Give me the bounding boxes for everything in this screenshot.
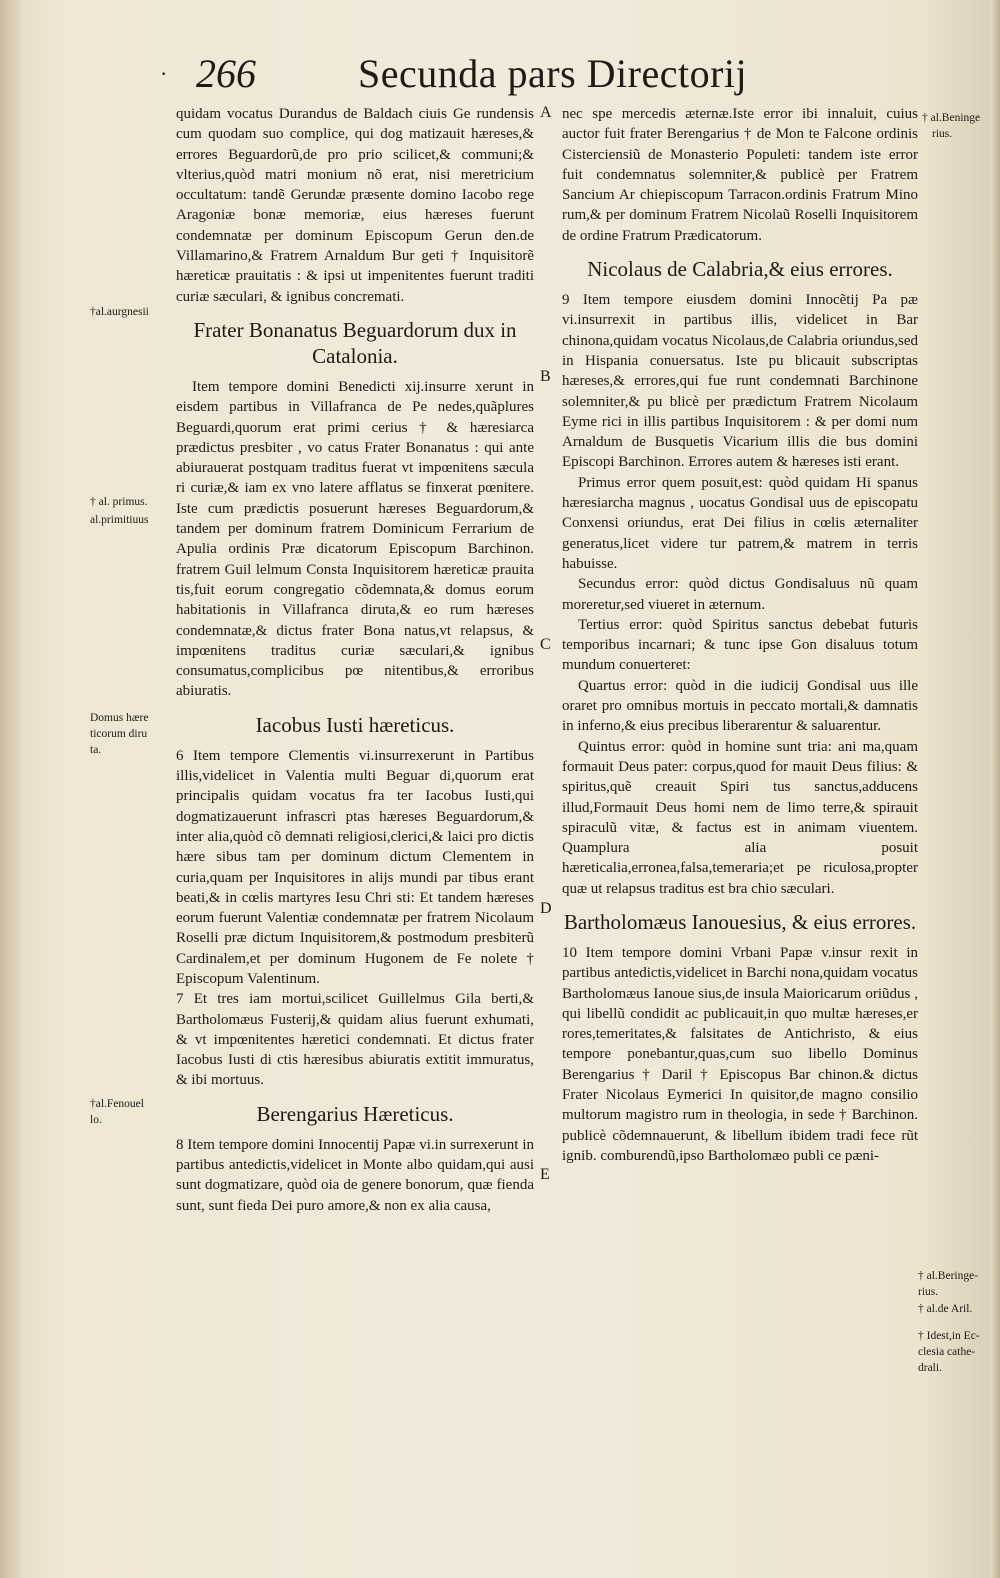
section-letter-d: D [540,900,552,917]
margin-note: Domus hære [90,712,149,724]
margin-note: drali. [918,1362,942,1374]
margin-note: al.primitiuus [90,514,149,526]
margin-note: † al. primus. [90,496,148,508]
page-gutter [0,0,22,1578]
paragraph: 6 Item tempore Clementis vi.insurrexerunt in Partibus illis,videlicet in Valentia multi Beguar di,quorum erat principalis quidam vocatus fra ter Iacobus Iusti,qui dogmatizauerunt infrascri ptas hæreses Beguardorum,& inter alia,quòd cõ demnati religiosi,clerici,& laici pro dictis hære sibus tam per dominum dictum Clementem in curia,quam per Inquisitores in alijs mundi par tibus erant beati,& in cœlis martyres Iesu Chri sti: Et tandem hæreses eorum fuerunt Valentiæ condemnatæ per fratrem Nicolaum Roselli præ dictum Inquisitorem,& postmodum presbiterũ Cardinalem,et per dominum Hugonem de Fe nolete † Episcopum Valentinum. [176,747,534,987]
section-heading: Iacobus Iusti hæreticus. [255,712,455,737]
paragraph: 7 Et tres iam mortui,scilicet Guillelmus Gila berti,& Bartholomæus Fusterij,& quidam alius fuerunt exhumati, & vt impœnitentes hæretici condemnati. Et dictus frater Iacobus Iusti di ctis hæresibus abiuratis extitit immuratus, & ibi mortuus. [176,991,534,1089]
section-heading: Frater Bonanatus Beguardorum dux in Catalonia. [193,317,517,368]
section-letter-c: C [540,636,551,653]
section-letter-b: B [540,368,551,385]
section-heading: Nicolaus de Calabria,& eius errores. [587,257,893,282]
section-letter-e: E [540,1166,550,1183]
running-title: Secunda pars Directorij [358,51,748,96]
margin-note: † al.de Aril. [918,1303,973,1315]
margin-note: † al.Beninge [922,112,981,124]
section-letter-a: A [540,104,552,121]
paragraph: Quintus error: quòd in homine sunt tria: ani ma,quam formauit Deus pater: corpus,quod for mauit Deus filius: & spiritus,quẽ creauit Spiri tus sanctus,adducens illud,Formauit Deus homi nem de limo terre,& spirauit spiraculũ vitæ, & factus est in animam viuentem. Quamplura alia posuit hæreticalia,erronea,falsa,temeraria;et pe riculosa,propter quæ ut relapsus traditus est bra chio sæculari. [562,738,918,897]
paragraph: Item tempore domini Benedicti xij.insurre xerunt in eisdem partibus in Villafranca de Pe nedes,quãplures Beguardi,quorum erat primi cerius † & hæresiarca prædictus presbiter , vo catus Frater Bonanatus : qui ante abiurauerat postquam traditus fuerat vt impœnitens sæcula ri curiæ,& iam ex vno latere afflatus se finxerat pœnitere. Iste cum prædictis posuerunt hæreses Beguardorum,& tandem per dominum fratrem Dominicum Ferrarium de Apulia ordinis Præ dicatorum Episcopum Barchinon. fratrem Guil lelmum Consta Inquisitorem hæreticæ prauita tis,fuit eorum congregatio cõdemnata,& domus eorum habitationis in Villafranca diruta,& eo rum hæreses condemnatæ,& dictus frater Bona natus,vt relapsus, & impœnitens traditus curiæ sæculari,& ignibus consumatus,complicibus pœ nitentibus,& erroribus abiuratis. [176,378,534,700]
paragraph: quidam vocatus Durandus de Baldach ciuis Ge rundensis cum quodam suo complice, qui dog matizauit hæreses,& errores Beguardorũ,de pro prio scilicet,& communi;& vlterius,quòd matri monium nõ erat, nisi meretricium occultatum: tandẽ Gerundæ præsente domino Iacobo rege Aragoniæ bonæ memoriæ, eius hæreses fuerunt condemnatæ per dominum Episcopum Gerun den.de Villamarino,& Fratrem Arnaldum Bur geti † Inquisitorẽ hæreticæ prauitatis : & ipsi ut impenitentes fuerunt traditi curiæ sæculari, & ignibus concremati. [176,106,534,305]
header-mark: · [160,61,168,86]
section-heading: Berengarius Hæreticus. [256,1101,454,1126]
paragraph: Quartus error: quòd in die iudicij Gondisal uus ille oraret pro omnibus mortuis in peccato mortali,& damnatis in inferno,& eius precibus liberarentur & saluarentur. [562,677,918,735]
paragraph: Secundus error: quòd dictus Gondisaluus nũ quam moreretur,sed viueret in æternum. [562,576,918,613]
paragraph: 10 Item tempore domini Vrbani Papæ v.insur rexit in partibus antedictis,videlicet in Barchi nona,quidam vocatus Bartholomæus Ianoue sius,de insula Maioricarum oriũdus , qui libellũ condidit ac publicauit,in quo multæ hæreses,er rores,temeritates,& falsitates de Antichristo, & eius tempore ponebantur,quas,cum suo libello Dominus Berengarius † Daril † Episcopus Bar chinon.& dictus Frater Nicolaus Eymerici In quisitor,de magno consilio multorum magistro rum in theologia, in sede † Barchinon. publicè cõdemnauerunt, & libellum ibidem tradi fece rũt ignib. comburendũ,ipso Bartholomæo publi ce pæni- [562,944,918,1164]
page-number: 266 [196,51,256,96]
margin-note: † al.Beringe- [918,1270,979,1282]
paragraph: nec spe mercedis æternæ.Iste error ibi innaluit, cuius auctor fuit frater Berengarius † de Mon te Falcone ordinis Cisterciensiũ de Monasterio Populeti: tandem iste error fuit condemnatus solemniter,& publicè per Fratrem Sancium Ar chiepiscopum Tarracon.ordinis Fratrum Mino rum,& per dominum Fratrem Nicolaũ Roselli Inquisitorem de ordine Fratrum Prædicatorum. [562,106,918,244]
margin-note: lo. [90,1114,102,1126]
right-column [562,104,918,1166]
paragraph: Primus error quem posuit,est: quòd quidam Hi spanus hæresiarcha magnus , uocatus Gondisal uus de episcopatu Conxensi oriundus, erat Dei filius in cœlis æternaliter generatus,licet videre tur patrem,& matrem in terris habuisse. [562,474,918,572]
margin-note: clesia cathe- [918,1346,976,1358]
page-edge [990,0,1000,1578]
margin-note: ticorum diru [90,728,148,740]
margin-note: rius. [918,1286,939,1298]
paragraph: Tertius error: quòd Spiritus sanctus debebat futuris temporibus incarnari; & tunc ipse Gon disaluus totum mundum conuerteret: [562,616,918,674]
margin-note: rius. [932,128,953,140]
left-column [176,104,534,1216]
margin-note: † Idest,in Ec- [918,1330,980,1342]
margin-note: ta. [90,744,102,756]
paragraph: 9 Item tempore eiusdem domini Innocẽtij Pa pæ vi.insurrexit in partibus illis, videlicet in Bar chinona,quidam vocatus Nicolaus,de Calabria oriundus,sed in Hispania conuersatus. Iste pu blicauit subscriptas hæreses,& errores,qui fue runt condemnati Barchinone solemniter,& pu blicè per prædictum Fratrem Nicolaum Eyme rici in illis partibus Inquisitorem : & per domi num Arnaldum de Busquetis Vicarium illis die bus domini Episcopi Barchinon. Errores autem & hæreses isti erant. [562,292,918,471]
paragraph: 8 Item tempore domini Innocentij Papæ vi.in surrexerunt in partibus antedictis,videlicet in Monte albo quidam,qui ausi sunt dogmatizare, quòd oia de genere bonorum, quæ fienda sunt, sunt fieda Dei puro amore,& non ex alia causa, [176,1136,534,1214]
section-heading: Bartholomæus Ianouesius, & eius errores. [563,909,917,934]
margin-note: †al.Fenouel [90,1098,144,1110]
margin-note: †al.aurgnesii [90,306,149,318]
